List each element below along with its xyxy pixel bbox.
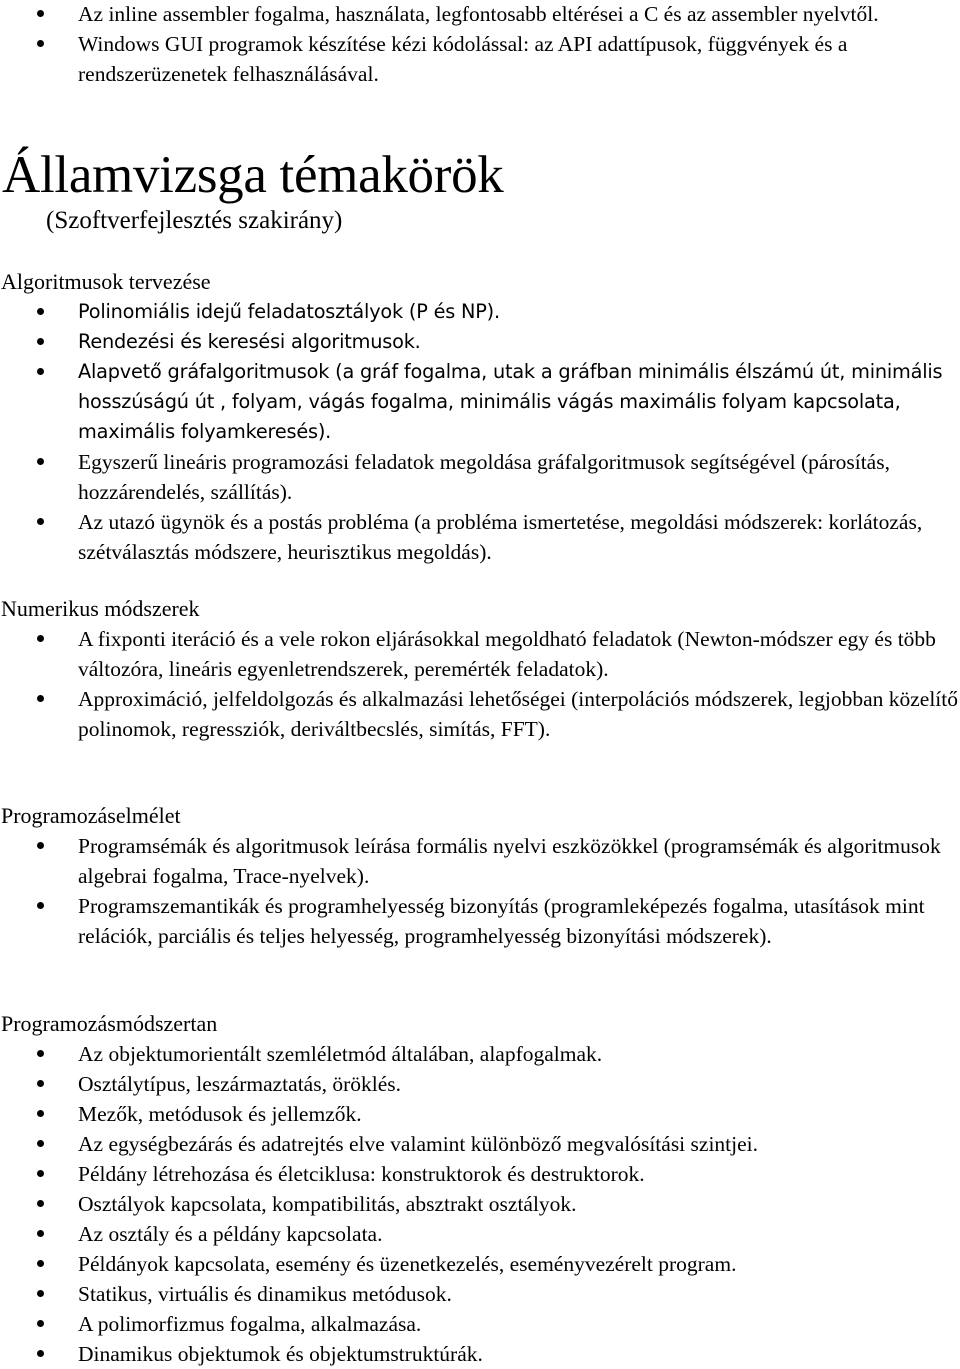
intro-list [0,0,960,89]
list-item [0,327,960,357]
list-item [0,684,960,744]
section-list [0,297,960,447]
list-item [0,507,960,567]
bullet-icon [37,1050,44,1057]
list-item [0,29,960,89]
list-item [0,1159,960,1189]
list-item [0,624,960,684]
list-item-text: Az egységbezárás és adatrejtés elve valamint különböző megvalósítási szintjei. [78,1132,759,1156]
bullet-icon [37,308,44,315]
list-item [0,1339,960,1369]
bullet-icon [37,695,44,702]
list-item-text: Windows GUI programok készítése kézi kódolással: az API adattípusok, függvények és a rendszerüzenetek felhasználásával. [78,32,848,86]
section-heading: Programozásmódszertan [1,1011,218,1036]
list-item-text: Mezők, metódusok és jellemzők. [78,1102,362,1126]
list-item [0,297,960,327]
list-item [0,1099,960,1129]
list-item [0,1219,960,1249]
list-item-text: Egyszerű lineáris programozási feladatok megoldása gráfalgoritmusok segítségével (párosítás, hozzárendelés, szállítás). [78,450,890,504]
bullet-icon [37,1230,44,1237]
list-item-text: Programsémák és algoritmusok leírása formális nyelvi eszközökkel (programsémák és algoritmusok algebrai fogalma, Trace-nyelvek). [78,834,941,888]
bullet-icon [37,1200,44,1207]
section-heading: Algoritmusok tervezése [1,269,211,294]
bullet-icon [37,1080,44,1087]
list-item [0,891,960,951]
section-algoritmusok [0,267,960,567]
list-item-text: Az inline assembler fogalma, használata, legfontosabb eltérései a C és az assembler nyelvtől. [78,2,879,26]
list-item-text: Az osztály és a példány kapcsolata. [78,1222,383,1246]
list-item [0,1069,960,1099]
bullet-icon [37,1140,44,1147]
bullet-icon [37,458,44,465]
bullet-icon [37,1320,44,1327]
section-list [0,1039,960,1369]
list-item [0,357,960,447]
section-numerikus [0,594,960,744]
list-item [0,1279,960,1309]
list-item-text: Programszemantikák és programhelyesség bizonyítás (programleképezés fogalma, utasítások mint relációk, parciális és teljes helyesség, programhelyesség bizonyítási módszerek). [78,894,925,948]
list-item [0,1129,960,1159]
list-item-text: Példányok kapcsolata, esemény és üzenetkezelés, eseményvezérelt program. [78,1252,737,1276]
list-item-text: A fixponti iteráció és a vele rokon eljárásokkal megoldható feladatok (Newton-módszer egy és több változóra, lineáris egyenletrendszerek, peremérték feladatok). [78,627,936,681]
bullet-icon [37,338,44,345]
list-item [0,447,960,507]
bullet-icon [37,1350,44,1357]
bullet-icon [37,40,44,47]
list-item-text: Osztályok kapcsolata, kompatibilitás, absztrakt osztályok. [78,1192,577,1216]
list-item-text: Approximáció, jelfeldolgozás és alkalmazási lehetőségei (interpolációs módszerek, legjobban közelítő polinomok, regressziók, deriváltbecslés, simítás, FFT). [78,687,958,741]
list-item-text: Polinomiális idejű feladatosztályok (P és NP). [78,300,500,323]
list-item-text: Az utazó ügynök és a postás probléma (a probléma ismertetése, megoldási módszerek: korlátozás, szétválasztás módszere, heurisztikus megoldás). [78,510,923,564]
page-title: Államvizsga témakörök [2,146,504,204]
list-item [0,831,960,891]
bullet-icon [37,1170,44,1177]
list-item [0,1189,960,1219]
section-list-continued [0,447,960,567]
page-subtitle: (Szoftverfejlesztés szakirány) [46,207,343,234]
bullet-icon [37,368,44,375]
bullet-icon [37,1290,44,1297]
list-item-text: Statikus, virtuális és dinamikus metódusok. [78,1282,452,1306]
list-item-text: Az objektumorientált szemléletmód általában, alapfogalmak. [78,1042,603,1066]
bullet-icon [37,1260,44,1267]
list-item-text: Rendezési és keresési algoritmusok. [78,330,421,353]
list-item [0,1249,960,1279]
list-item-text: Példány létrehozása és életciklusa: konstruktorok és destruktorok. [78,1162,645,1186]
bullet-icon [37,10,44,17]
list-item [0,1309,960,1339]
section-heading: Programozáselmélet [1,803,181,828]
section-elmelet [0,801,960,951]
bullet-icon [37,1110,44,1117]
section-list [0,831,960,951]
section-heading: Numerikus módszerek [1,596,200,621]
bullet-icon [37,902,44,909]
bullet-icon [37,635,44,642]
section-list [0,624,960,744]
list-item-text: A polimorfizmus fogalma, alkalmazása. [78,1312,422,1336]
section-modszertan [0,1009,960,1369]
list-item [0,0,960,29]
list-item-text: Dinamikus objektumok és objektumstruktúrák. [78,1342,483,1366]
list-item-text: Osztálytípus, leszármaztatás, öröklés. [78,1072,401,1096]
bullet-icon [37,518,44,525]
bullet-icon [37,842,44,849]
list-item [0,1039,960,1069]
list-item-text: Alapvető gráfalgoritmusok (a gráf fogalma, utak a gráfban minimális élszámú út, minimális hosszúságú út , folyam, vágás fogalma, minimális vágás maximális folyam kapcsolata, maximális folyamkeresés). [78,360,943,443]
